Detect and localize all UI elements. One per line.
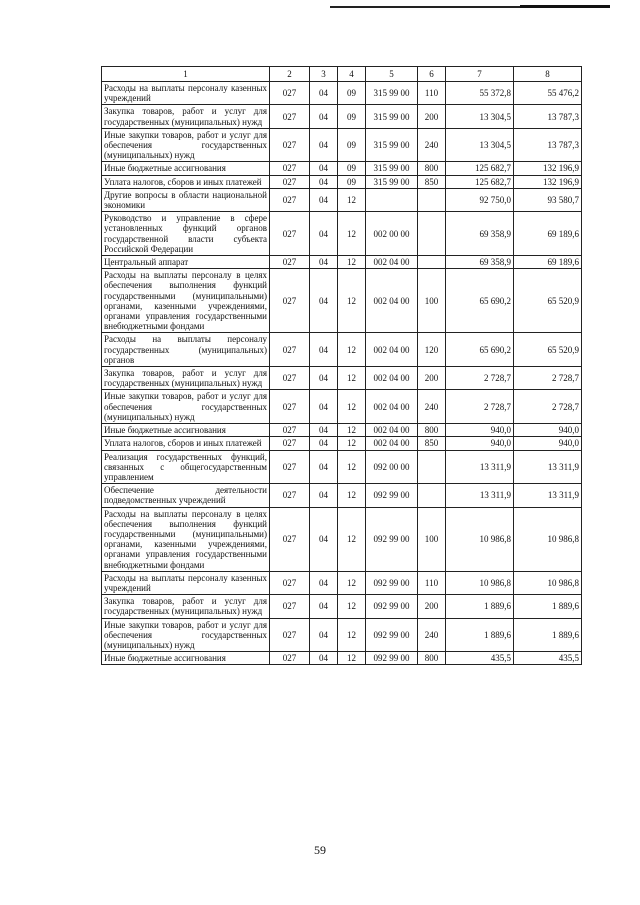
column-header: 6 <box>418 67 446 82</box>
cell-amount-year-2: 10 986,8 <box>514 571 582 594</box>
cell-code-admin: 027 <box>270 437 310 450</box>
cell-code-expense-type: 800 <box>418 162 446 175</box>
row-name-cell: Иные бюджетные ассигнования <box>102 162 270 175</box>
cell-code-target: 092 00 00 <box>366 450 418 484</box>
cell-code-section: 04 <box>310 652 338 665</box>
cell-code-expense-type: 100 <box>418 269 446 333</box>
cell-amount-year-2: 435,5 <box>514 652 582 665</box>
row-name-cell: Руководство и управление в сфере установленных функций органов государственной власти субъекта Российской Федерации <box>102 212 270 256</box>
cell-code-admin: 027 <box>270 333 310 367</box>
row-name-cell: Расходы на выплаты персоналу в целях обеспечения выполнения функций государственными (муниципальными) органами, казенными учреждениями, органами управления государственными внебюджетными фондами <box>102 507 270 571</box>
cell-code-section: 04 <box>310 128 338 162</box>
cell-code-section: 04 <box>310 367 338 390</box>
cell-amount-year-1: 55 372,8 <box>446 82 514 105</box>
cell-code-admin: 027 <box>270 652 310 665</box>
cell-code-admin: 027 <box>270 484 310 507</box>
cell-amount-year-2: 2 728,7 <box>514 367 582 390</box>
row-name-cell: Реализация государственных функций, связанных с общегосударственным управлением <box>102 450 270 484</box>
table-row <box>102 105 582 128</box>
cell-code-section: 04 <box>310 175 338 188</box>
cell-amount-year-1: 65 690,2 <box>446 269 514 333</box>
header-row <box>102 67 582 82</box>
cell-amount-year-2: 69 189,6 <box>514 256 582 269</box>
cell-code-section: 04 <box>310 437 338 450</box>
cell-amount-year-1: 10 986,8 <box>446 571 514 594</box>
cell-amount-year-2: 132 196,9 <box>514 175 582 188</box>
row-name-cell: Расходы на выплаты персоналу государственных (муниципальных) органов <box>102 333 270 367</box>
table-row <box>102 652 582 665</box>
cell-code-admin: 027 <box>270 595 310 618</box>
cell-code-target: 002 04 00 <box>366 333 418 367</box>
cell-amount-year-1: 2 728,7 <box>446 390 514 424</box>
cell-code-expense-type: 200 <box>418 105 446 128</box>
cell-code-subsection: 12 <box>338 618 366 652</box>
table-row <box>102 333 582 367</box>
cell-code-subsection: 09 <box>338 82 366 105</box>
cell-code-target: 002 04 00 <box>366 256 418 269</box>
table-row <box>102 507 582 571</box>
cell-code-section: 04 <box>310 188 338 211</box>
cell-code-subsection: 12 <box>338 595 366 618</box>
cell-code-section: 04 <box>310 162 338 175</box>
cell-code-target: 092 99 00 <box>366 595 418 618</box>
table-row <box>102 82 582 105</box>
cell-amount-year-2: 13 787,3 <box>514 105 582 128</box>
cell-code-section: 04 <box>310 507 338 571</box>
cell-amount-year-1: 2 728,7 <box>446 367 514 390</box>
table-row <box>102 175 582 188</box>
cell-amount-year-2: 10 986,8 <box>514 507 582 571</box>
cell-amount-year-1: 69 358,9 <box>446 256 514 269</box>
table-row <box>102 450 582 484</box>
cell-code-subsection: 12 <box>338 424 366 437</box>
cell-code-admin: 027 <box>270 188 310 211</box>
cell-code-target: 002 00 00 <box>366 212 418 256</box>
cell-code-subsection: 12 <box>338 256 366 269</box>
row-name-cell: Иные бюджетные ассигнования <box>102 424 270 437</box>
cell-code-subsection: 12 <box>338 484 366 507</box>
cell-code-target: 315 99 00 <box>366 162 418 175</box>
cell-amount-year-1: 435,5 <box>446 652 514 665</box>
cell-amount-year-1: 13 311,9 <box>446 484 514 507</box>
cell-amount-year-2: 2 728,7 <box>514 390 582 424</box>
row-name-cell: Иные бюджетные ассигнования <box>102 652 270 665</box>
cell-amount-year-2: 13 311,9 <box>514 484 582 507</box>
budget-table <box>101 66 582 665</box>
cell-amount-year-2: 69 189,6 <box>514 212 582 256</box>
cell-code-admin: 027 <box>270 128 310 162</box>
cell-code-expense-type <box>418 188 446 211</box>
cell-code-expense-type: 110 <box>418 82 446 105</box>
cell-code-admin: 027 <box>270 212 310 256</box>
table-row <box>102 595 582 618</box>
cell-code-subsection: 09 <box>338 162 366 175</box>
cell-code-subsection: 12 <box>338 437 366 450</box>
cell-code-target: 315 99 00 <box>366 128 418 162</box>
cell-code-subsection: 12 <box>338 652 366 665</box>
table-row <box>102 256 582 269</box>
row-name-cell: Расходы на выплаты персоналу казенных учреждений <box>102 571 270 594</box>
cell-code-target: 092 99 00 <box>366 571 418 594</box>
cell-amount-year-1: 1 889,6 <box>446 595 514 618</box>
row-name-cell: Расходы на выплаты персоналу в целях обеспечения выполнения функций государственными (муниципальными) органами, казенными учреждениями, органами управления государственными внебюджетными фондами <box>102 269 270 333</box>
table-row <box>102 269 582 333</box>
table-row <box>102 188 582 211</box>
cell-code-subsection: 12 <box>338 333 366 367</box>
column-header: 8 <box>514 67 582 82</box>
cell-code-section: 04 <box>310 256 338 269</box>
row-name-cell: Иные закупки товаров, работ и услуг для обеспечения государственных (муниципальных) нужд <box>102 618 270 652</box>
cell-code-subsection: 12 <box>338 390 366 424</box>
cell-amount-year-2: 940,0 <box>514 437 582 450</box>
table-row <box>102 367 582 390</box>
row-name-cell: Центральный аппарат <box>102 256 270 269</box>
row-name-cell: Иные закупки товаров, работ и услуг для обеспечения государственных (муниципальных) нужд <box>102 128 270 162</box>
cell-code-section: 04 <box>310 212 338 256</box>
cell-code-expense-type: 200 <box>418 595 446 618</box>
cell-amount-year-2: 132 196,9 <box>514 162 582 175</box>
cell-amount-year-2: 1 889,6 <box>514 618 582 652</box>
cell-code-target: 002 04 00 <box>366 269 418 333</box>
cell-code-subsection: 09 <box>338 128 366 162</box>
cell-code-target: 315 99 00 <box>366 105 418 128</box>
table-row <box>102 128 582 162</box>
cell-amount-year-2: 65 520,9 <box>514 269 582 333</box>
cell-amount-year-1: 92 750,0 <box>446 188 514 211</box>
cell-amount-year-1: 125 682,7 <box>446 175 514 188</box>
row-name-cell: Закупка товаров, работ и услуг для государственных (муниципальных) нужд <box>102 105 270 128</box>
cell-code-expense-type <box>418 484 446 507</box>
column-header: 5 <box>366 67 418 82</box>
column-header: 2 <box>270 67 310 82</box>
cell-code-admin: 027 <box>270 105 310 128</box>
column-header: 7 <box>446 67 514 82</box>
table-row <box>102 162 582 175</box>
cell-amount-year-2: 13 787,3 <box>514 128 582 162</box>
cell-code-section: 04 <box>310 618 338 652</box>
cell-amount-year-2: 13 311,9 <box>514 450 582 484</box>
cell-amount-year-1: 65 690,2 <box>446 333 514 367</box>
cell-code-section: 04 <box>310 571 338 594</box>
cell-code-admin: 027 <box>270 390 310 424</box>
top-rule <box>330 6 610 8</box>
cell-code-subsection: 12 <box>338 571 366 594</box>
cell-code-section: 04 <box>310 269 338 333</box>
row-name-cell: Расходы на выплаты персоналу казенных учреждений <box>102 82 270 105</box>
table-row <box>102 618 582 652</box>
cell-code-expense-type: 850 <box>418 175 446 188</box>
cell-code-expense-type: 200 <box>418 367 446 390</box>
row-name-cell: Иные закупки товаров, работ и услуг для обеспечения государственных (муниципальных) нужд <box>102 390 270 424</box>
cell-code-admin: 027 <box>270 507 310 571</box>
cell-code-target: 092 99 00 <box>366 507 418 571</box>
cell-code-admin: 027 <box>270 424 310 437</box>
cell-amount-year-2: 1 889,6 <box>514 595 582 618</box>
cell-code-subsection: 12 <box>338 367 366 390</box>
cell-code-expense-type: 850 <box>418 437 446 450</box>
cell-code-expense-type <box>418 450 446 484</box>
row-name-cell: Другие вопросы в области национальной экономики <box>102 188 270 211</box>
cell-code-expense-type: 800 <box>418 652 446 665</box>
row-name-cell: Закупка товаров, работ и услуг для государственных (муниципальных) нужд <box>102 595 270 618</box>
cell-code-expense-type: 800 <box>418 424 446 437</box>
cell-code-subsection: 12 <box>338 507 366 571</box>
cell-code-section: 04 <box>310 105 338 128</box>
cell-code-target: 002 04 00 <box>366 367 418 390</box>
cell-code-subsection: 12 <box>338 212 366 256</box>
column-header: 1 <box>102 67 270 82</box>
cell-code-target: 002 04 00 <box>366 390 418 424</box>
cell-code-section: 04 <box>310 595 338 618</box>
row-name-cell: Уплата налогов, сборов и иных платежей <box>102 437 270 450</box>
cell-code-target: 092 99 00 <box>366 618 418 652</box>
cell-amount-year-2: 65 520,9 <box>514 333 582 367</box>
cell-code-admin: 027 <box>270 571 310 594</box>
cell-code-section: 04 <box>310 390 338 424</box>
cell-code-subsection: 12 <box>338 188 366 211</box>
cell-code-subsection: 12 <box>338 269 366 333</box>
cell-amount-year-1: 69 358,9 <box>446 212 514 256</box>
cell-code-expense-type <box>418 256 446 269</box>
cell-amount-year-1: 940,0 <box>446 424 514 437</box>
row-name-cell: Закупка товаров, работ и услуг для государственных (муниципальных) нужд <box>102 367 270 390</box>
cell-code-expense-type: 120 <box>418 333 446 367</box>
cell-code-admin: 027 <box>270 367 310 390</box>
row-name-cell: Уплата налогов, сборов и иных платежей <box>102 175 270 188</box>
cell-code-admin: 027 <box>270 450 310 484</box>
cell-code-section: 04 <box>310 333 338 367</box>
cell-amount-year-2: 940,0 <box>514 424 582 437</box>
table-row <box>102 571 582 594</box>
cell-amount-year-1: 940,0 <box>446 437 514 450</box>
cell-code-target: 315 99 00 <box>366 175 418 188</box>
table-row <box>102 390 582 424</box>
cell-code-admin: 027 <box>270 162 310 175</box>
cell-code-target <box>366 188 418 211</box>
cell-code-target: 002 04 00 <box>366 424 418 437</box>
table-row <box>102 424 582 437</box>
cell-code-subsection: 09 <box>338 175 366 188</box>
cell-code-subsection: 09 <box>338 105 366 128</box>
cell-code-target: 002 04 00 <box>366 437 418 450</box>
cell-code-section: 04 <box>310 82 338 105</box>
cell-code-expense-type: 240 <box>418 618 446 652</box>
cell-code-section: 04 <box>310 424 338 437</box>
cell-code-target: 092 99 00 <box>366 484 418 507</box>
cell-code-expense-type: 240 <box>418 128 446 162</box>
cell-code-expense-type: 110 <box>418 571 446 594</box>
cell-code-expense-type: 240 <box>418 390 446 424</box>
cell-amount-year-1: 1 889,6 <box>446 618 514 652</box>
cell-code-admin: 027 <box>270 269 310 333</box>
cell-code-expense-type <box>418 212 446 256</box>
cell-code-expense-type: 100 <box>418 507 446 571</box>
cell-amount-year-1: 13 304,5 <box>446 128 514 162</box>
cell-code-admin: 027 <box>270 82 310 105</box>
cell-amount-year-1: 13 304,5 <box>446 105 514 128</box>
column-header: 3 <box>310 67 338 82</box>
cell-code-admin: 027 <box>270 175 310 188</box>
cell-amount-year-1: 125 682,7 <box>446 162 514 175</box>
cell-amount-year-2: 93 580,7 <box>514 188 582 211</box>
cell-code-target: 092 99 00 <box>366 652 418 665</box>
page-number: 59 <box>314 843 326 857</box>
table-row <box>102 484 582 507</box>
cell-code-subsection: 12 <box>338 450 366 484</box>
cell-code-target: 315 99 00 <box>366 82 418 105</box>
table-row <box>102 212 582 256</box>
table-row <box>102 437 582 450</box>
cell-code-admin: 027 <box>270 618 310 652</box>
cell-amount-year-1: 13 311,9 <box>446 450 514 484</box>
cell-amount-year-1: 10 986,8 <box>446 507 514 571</box>
cell-code-admin: 027 <box>270 256 310 269</box>
row-name-cell: Обеспечение деятельности подведомственных учреждений <box>102 484 270 507</box>
column-header: 4 <box>338 67 366 82</box>
cell-code-section: 04 <box>310 484 338 507</box>
cell-code-section: 04 <box>310 450 338 484</box>
cell-amount-year-2: 55 476,2 <box>514 82 582 105</box>
